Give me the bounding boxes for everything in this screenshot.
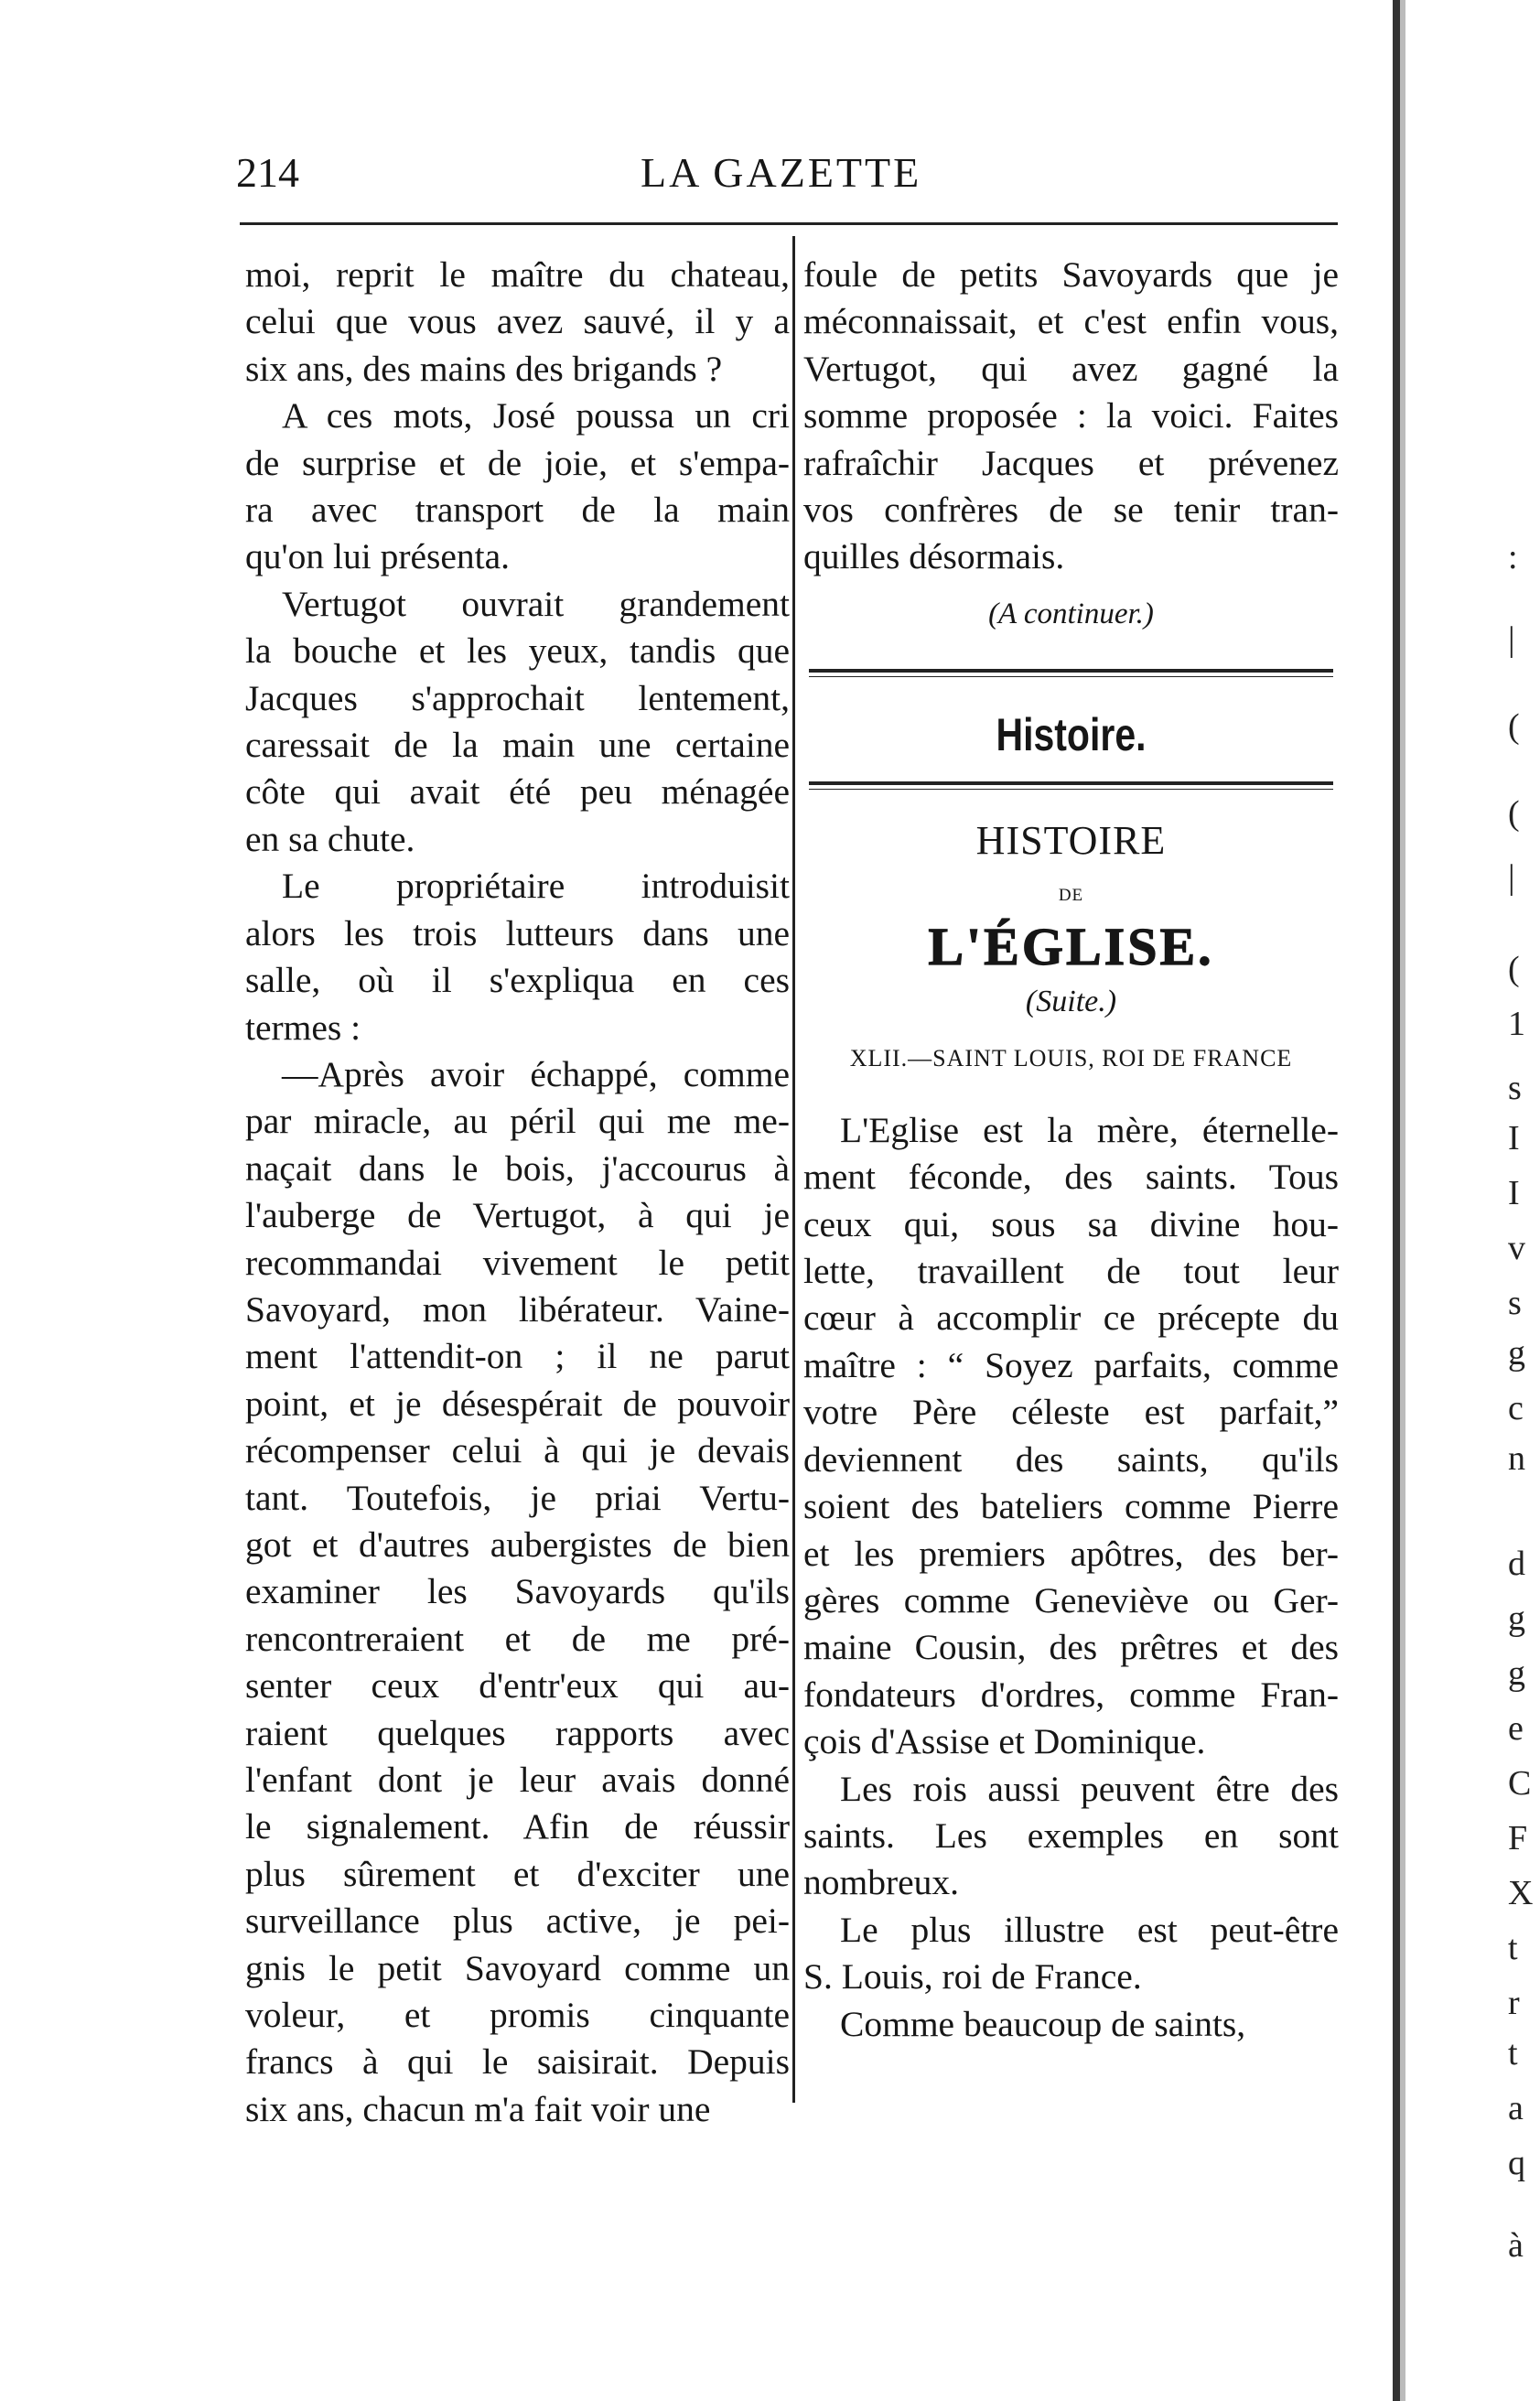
fragment-glyph: g	[1508, 1654, 1525, 1693]
fragment-glyph: :	[1508, 538, 1518, 576]
text-line: ceux qui, sous sa divine hou-	[803, 1203, 1339, 1244]
text-line: ment l'attendit-on ; il ne parut	[245, 1336, 790, 1377]
fragment-glyph: g	[1508, 1334, 1525, 1373]
text-line: foule de petits Savoyards que je	[803, 254, 1339, 295]
text-line: examiner les Savoyards qu'ils	[245, 1571, 790, 1612]
text-line: voleur, et promis cinquante	[245, 1995, 790, 2036]
text-line: en sa chute.	[245, 818, 415, 859]
fragment-glyph: a	[1508, 2089, 1524, 2127]
article-main-title: L'ÉGLISE.	[928, 916, 1214, 976]
fragment-glyph: g	[1508, 1599, 1525, 1638]
text-line: maître : “ Soyez parfaits, comme	[803, 1344, 1339, 1385]
text-line: celui que vous avez sauvé, il y a	[245, 301, 790, 342]
page-number: 214	[236, 149, 299, 196]
fragment-glyph: X	[1508, 1874, 1534, 1912]
paragraph-4	[803, 2001, 1339, 2048]
text-line: çois d'Assise et Dominique.	[803, 1721, 1206, 1762]
text-line: ra avec transport de la main	[245, 490, 790, 531]
fragment-glyph: s	[1508, 1069, 1522, 1107]
text-line: Le plus illustre est peut-être	[840, 1909, 1339, 1950]
to-be-continued: (A continuer.)	[988, 597, 1154, 630]
fragment-glyph: d	[1508, 1545, 1525, 1583]
text-line: A ces mots, José poussa un cri	[282, 395, 790, 436]
text-line: ment féconde, des saints. Tous	[803, 1157, 1339, 1198]
text-line: Comme beaucoup de saints,	[840, 2003, 1246, 2044]
text-line: salle, où il s'expliqua en ces	[245, 960, 790, 1001]
article-title-connector: DE	[1058, 885, 1084, 905]
text-line: point, et je désespérait de pouvoir	[245, 1383, 790, 1424]
text-line: surveillance plus active, je pei-	[245, 1900, 790, 1942]
fragment-glyph: F	[1508, 1819, 1528, 1857]
text-line: quilles désormais.	[803, 536, 1065, 577]
text-line: méconnaissait, et c'est enfin vous,	[803, 301, 1339, 342]
paragraph-1	[803, 1107, 1339, 1766]
text-line: francs à qui le saisirait. Depuis	[245, 2041, 790, 2083]
text-line: recommandai vivement le petit	[245, 1242, 790, 1283]
text-line: l'enfant dont je leur avais donné	[245, 1760, 790, 1800]
story-continuation	[803, 252, 1339, 581]
text-line: la bouche et les yeux, tandis que	[245, 630, 790, 672]
paragraph-3	[803, 1907, 1339, 2001]
paragraph-2	[803, 1766, 1339, 1907]
fragment-glyph: t	[1508, 1929, 1518, 1967]
right-column	[803, 252, 1339, 2048]
text-line: Vertugot, qui avez gagné la	[803, 348, 1339, 389]
text-line: moi, reprit le maître du chateau,	[245, 254, 790, 295]
fragment-glyph: (	[1508, 950, 1520, 988]
running-title: LA GAZETTE	[641, 149, 922, 196]
chapter-heading: XLII.—SAINT LOUIS, ROI DE FRANCE	[849, 1044, 1293, 1071]
section-title: Histoire.	[996, 708, 1147, 760]
text-line: le signalement. Afin de réussir	[245, 1806, 790, 1847]
text-line: Les rois aussi peuvent être des	[840, 1768, 1339, 1809]
page-edge-inner	[1400, 0, 1405, 2401]
section-rule-bottom	[809, 781, 1333, 790]
fragment-glyph: n	[1508, 1439, 1525, 1478]
column-divider	[792, 236, 795, 2103]
text-line: cœur à accomplir ce précepte du	[803, 1297, 1339, 1339]
fragment-glyph: s	[1508, 1284, 1522, 1322]
fragment-glyph: |	[1508, 620, 1515, 659]
text-line: côte qui avait été peu ménagée	[245, 771, 790, 813]
text-line: maine Cousin, des prêtres et des	[803, 1627, 1339, 1668]
text-line: six ans, des mains des brigands ?	[245, 348, 723, 389]
text-line: qu'on lui présenta.	[245, 536, 511, 577]
fragment-glyph: (	[1508, 794, 1520, 833]
text-line: —Après avoir échappé, comme	[282, 1053, 790, 1094]
fragment-glyph: à	[1508, 2226, 1524, 2265]
fragment-glyph: q	[1508, 2144, 1525, 2182]
fragment-glyph: (	[1508, 707, 1520, 746]
text-line: tant. Toutefois, je priai Vertu-	[245, 1477, 790, 1518]
fragment-glyph: I	[1508, 1119, 1520, 1157]
page-edge-shadow	[1393, 0, 1400, 2401]
text-line: votre Père céleste est parfait,”	[803, 1392, 1339, 1433]
text-line: L'Eglise est la mère, éternelle-	[840, 1109, 1339, 1150]
text-line: saints. Les exemples en sont	[803, 1814, 1339, 1856]
text-line: lette, travaillent de tout leur	[803, 1251, 1339, 1292]
text-line: Savoyard, mon libérateur. Vaine-	[245, 1288, 790, 1330]
text-line: Jacques s'approchait lentement,	[245, 677, 790, 718]
adjacent-page-fragments	[1508, 0, 1540, 2401]
fragment-glyph: I	[1508, 1174, 1520, 1212]
text-line: rafraîchir Jacques et prévenez	[803, 442, 1339, 483]
text-line: caressait de la main une certaine	[245, 725, 790, 766]
text-line: plus sûrement et d'exciter une	[245, 1853, 790, 1894]
text-line: deviennent des saints, qu'ils	[803, 1438, 1339, 1480]
text-line: S. Louis, roi de France.	[803, 1956, 1142, 1997]
fragment-glyph: v	[1508, 1229, 1525, 1267]
text-line: somme proposée : la voici. Faites	[803, 395, 1339, 436]
fragment-glyph: t	[1508, 2034, 1518, 2073]
text-line: par miracle, au péril qui me me-	[245, 1101, 790, 1142]
text-line: raient quelques rapports avec	[245, 1712, 790, 1753]
text-line: termes :	[245, 1007, 361, 1048]
text-line: Le propriétaire introduisit	[282, 866, 790, 907]
header-rule	[240, 222, 1338, 225]
fragment-glyph: e	[1508, 1709, 1524, 1748]
text-line: gères comme Geneviève ou Ger-	[803, 1579, 1339, 1620]
text-line: et les premiers apôtres, des ber-	[803, 1533, 1339, 1574]
text-line: Vertugot ouvrait grandement	[282, 583, 790, 624]
fragment-glyph: |	[1508, 858, 1515, 897]
text-line: six ans, chacun m'a fait voir une	[245, 2088, 711, 2129]
text-line: rencontreraient et de me pré-	[245, 1618, 790, 1659]
text-line: got et d'autres aubergistes de bien	[245, 1524, 790, 1565]
text-line: fondateurs d'ordres, comme Fran-	[803, 1674, 1339, 1715]
text-line: naçait dans le bois, j'accourus à	[245, 1147, 790, 1189]
fragment-glyph: C	[1508, 1764, 1532, 1803]
fragment-glyph: 1	[1508, 1005, 1525, 1043]
text-line: récompenser celui à qui je devais	[245, 1430, 790, 1471]
fragment-glyph: c	[1508, 1389, 1524, 1427]
text-line: vos confrères de se tenir tran-	[803, 490, 1339, 531]
fragment-glyph: r	[1508, 1984, 1520, 2022]
text-line: de surprise et de joie, et s'empa-	[245, 442, 790, 483]
text-line: soient des bateliers comme Pierre	[803, 1486, 1339, 1527]
text-line: alors les trois lutteurs dans une	[245, 912, 790, 953]
text-line: gnis le petit Savoyard comme un	[245, 1947, 790, 1988]
text-line: nombreux.	[803, 1862, 960, 1903]
section-rule-top	[809, 669, 1333, 677]
left-column	[245, 252, 790, 2133]
text-line: senter ceux d'entr'eux qui au-	[245, 1665, 790, 1707]
article-title: HISTOIRE	[975, 817, 1167, 863]
text-line: l'auberge de Vertugot, à qui je	[245, 1195, 790, 1236]
suite-label: (Suite.)	[1025, 984, 1117, 1018]
